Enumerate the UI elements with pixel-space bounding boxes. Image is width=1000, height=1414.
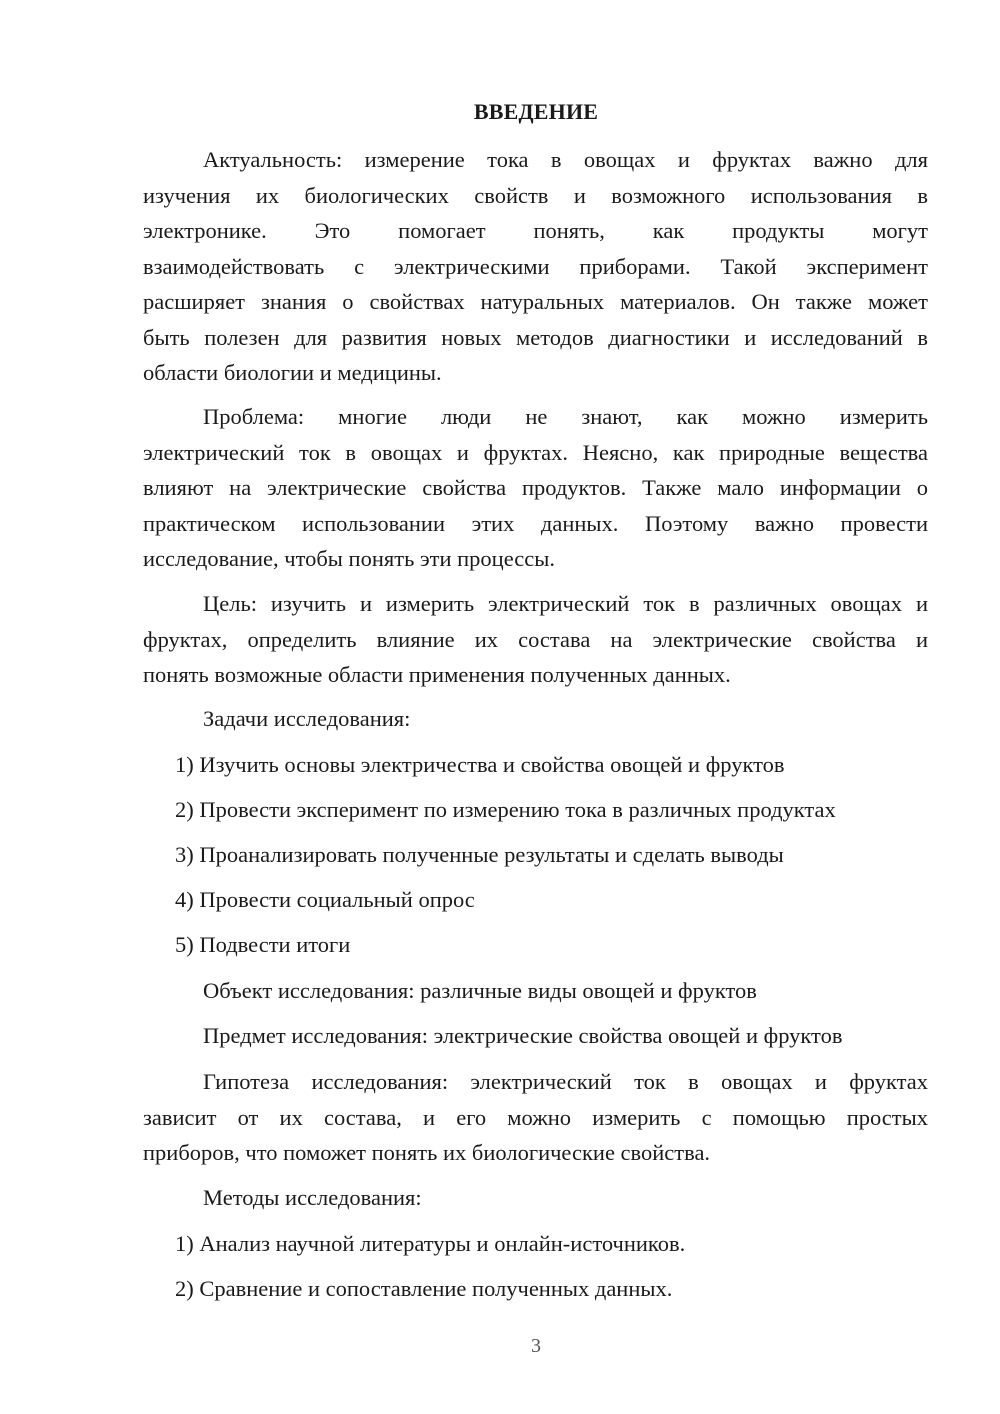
tasks-heading: Задачи исследования: bbox=[203, 706, 411, 731]
research-subject: Предмет исследования: электрические свойства овощей и фруктов bbox=[203, 1023, 843, 1048]
tasks-list-item: 1) Изучить основы электричества и свойства овощей и фруктов bbox=[175, 752, 785, 777]
research-object: Объект исследования: различные виды овощей и фруктов bbox=[203, 978, 757, 1003]
text-line: приборов, что поможет понять их биологические свойства. bbox=[143, 1140, 711, 1165]
tasks-list-item: 3) Проанализировать полученные результаты и сделать выводы bbox=[175, 842, 784, 867]
tasks-list-item: 2) Провести эксперимент по измерению тока в различных продуктах bbox=[175, 797, 836, 822]
text-line: Гипотеза исследования: электрический ток в овощах и фруктах bbox=[203, 1069, 928, 1094]
text-line: фруктах, определить влияние их состава на электрические свойства и bbox=[143, 626, 928, 652]
methods-heading: Методы исследования: bbox=[203, 1185, 422, 1210]
methods-list-item: 2) Сравнение и сопоставление полученных данных. bbox=[175, 1276, 673, 1301]
problem-paragraph bbox=[143, 399, 928, 577]
text-line: Актуальность: измерение тока в овощах и фруктах важно для bbox=[203, 147, 928, 172]
text-line: влияют на электрические свойства продуктов. Также мало информации о bbox=[143, 475, 928, 500]
text-line: исследование, чтобы понять эти процессы. bbox=[143, 546, 555, 571]
text-line: быть полезен для развития новых методов диагностики и исследований в bbox=[143, 324, 928, 350]
tasks-list-item: 4) Провести социальный опрос bbox=[175, 887, 475, 912]
goal-paragraph bbox=[143, 586, 928, 693]
text-line: изучения их биологических свойств и возможного использования в bbox=[143, 182, 928, 208]
text-line: электрический ток в овощах и фруктах. Неясно, как природные вещества bbox=[143, 439, 928, 465]
text-line: понять возможные области применения полученных данных. bbox=[143, 662, 731, 687]
text-line: Проблема: многие люди не знают, как можно измерить bbox=[203, 404, 928, 429]
tasks-list-item: 5) Подвести итоги bbox=[175, 932, 351, 957]
methods-list-item: 1) Анализ научной литературы и онлайн-источников. bbox=[175, 1231, 686, 1256]
text-line: расширяет знания о свойствах натуральных материалов. Он также может bbox=[143, 289, 928, 314]
hypothesis-paragraph bbox=[143, 1064, 928, 1171]
text-line: взаимодействовать с электрическими приборами. Такой эксперимент bbox=[143, 253, 928, 279]
text-line: электронике. Это помогает понять, как продукты могут bbox=[143, 218, 928, 243]
text-line: практическом использовании этих данных. Поэтому важно провести bbox=[143, 510, 928, 536]
text-line: Цель: изучить и измерить электрический ток в различных овощах и bbox=[203, 591, 928, 616]
relevance-paragraph bbox=[143, 142, 928, 391]
text-line: области биологии и медицины. bbox=[143, 360, 442, 385]
page-number: 3 bbox=[531, 1335, 541, 1357]
page-title: ВВЕДЕНИЕ bbox=[473, 99, 599, 124]
text-line: зависит от их состава, и его можно измерить с помощью простых bbox=[143, 1104, 928, 1130]
